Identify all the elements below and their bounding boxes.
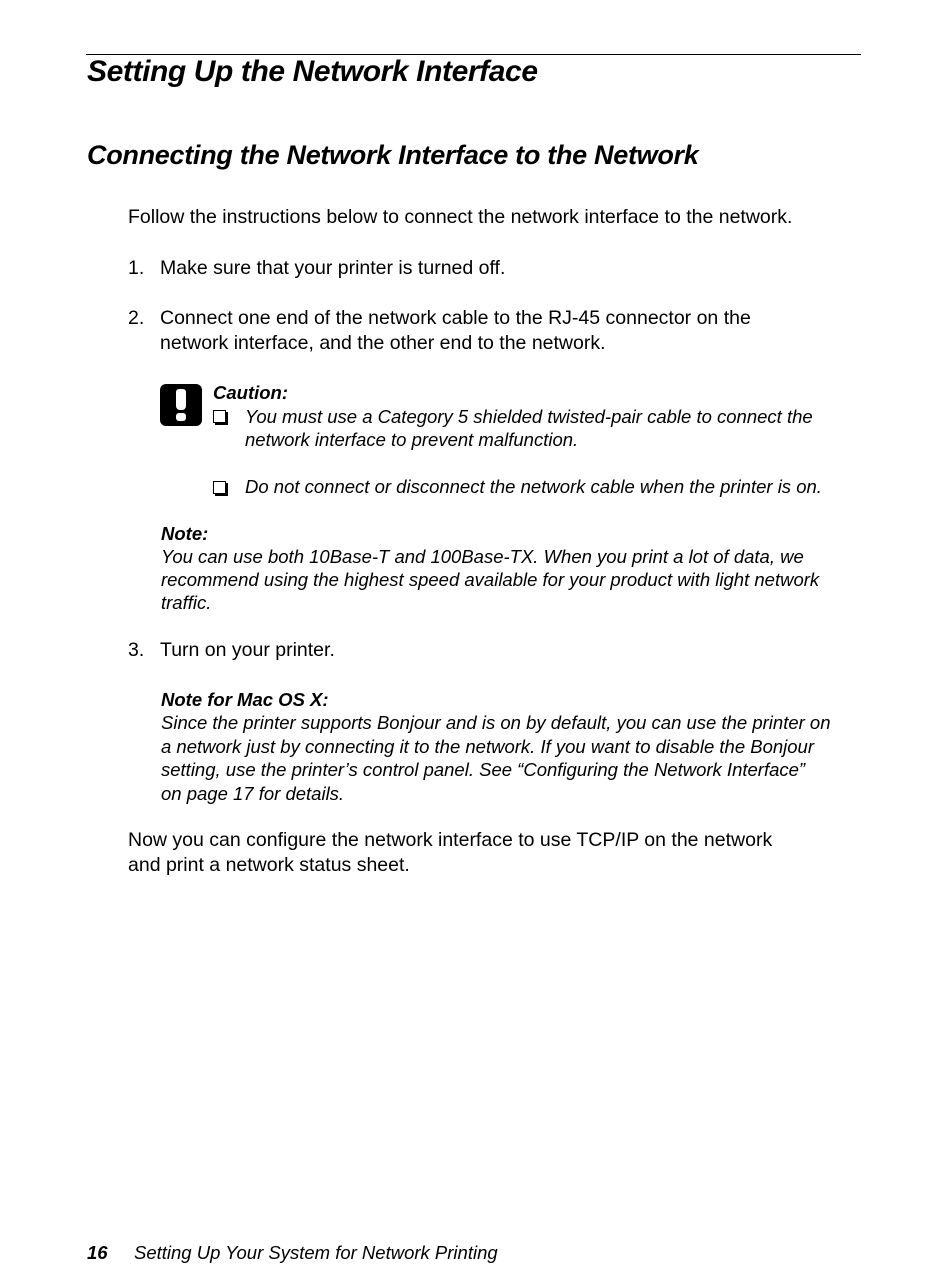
footer-title: Setting Up Your System for Network Printing	[134, 1242, 498, 1263]
step-text-line-1: Connect one end of the network cable to the RJ-45 connector on the	[160, 307, 751, 329]
note-mac-line-4: on page 17 for details.	[161, 783, 345, 804]
note-mac-line-3: setting, use the printer’s control panel. See “Configuring the Network Interface”	[161, 759, 806, 780]
caution-item-2-line-1: Do not connect or disconnect the network cable when the printer is on.	[245, 476, 822, 497]
step-number: 1.	[128, 257, 145, 279]
note-line-1: You can use both 10Base-T and 100Base-TX. When you print a lot of data, we	[161, 546, 804, 567]
intro-paragraph: Follow the instructions below to connect the network interface to the network.	[128, 206, 793, 228]
step-number: 3.	[128, 639, 145, 661]
step-text: Make sure that your printer is turned off.	[160, 257, 506, 279]
step-text: Turn on your printer.	[160, 639, 335, 661]
caution-item-1-line-1: You must use a Category 5 shielded twisted-pair cable to connect the	[245, 406, 813, 427]
note-line-2: recommend using the highest speed available for your product with light network	[161, 569, 820, 590]
note-line-3: traffic.	[161, 592, 212, 613]
note-mac-line-2: a network just by connecting it to the network. If you want to disable the Bonjour	[161, 736, 815, 757]
closing-line-2: and print a network status sheet.	[128, 854, 410, 876]
note-title: Note:	[161, 523, 209, 544]
checkbox-bullet-icon	[213, 410, 226, 423]
step-number: 2.	[128, 307, 145, 329]
section-title: Connecting the Network Interface to the Network	[87, 140, 699, 170]
checkbox-bullet-icon	[213, 481, 226, 494]
chapter-title: Setting Up the Network Interface	[87, 55, 538, 88]
page-number: 16	[87, 1242, 108, 1263]
caution-title: Caution:	[213, 382, 289, 403]
step-text-line-2: network interface, and the other end to the network.	[160, 332, 606, 354]
caution-exclamation-icon	[160, 384, 202, 426]
caution-item-1-line-2: network interface to prevent malfunction.	[245, 429, 579, 450]
closing-line-1: Now you can configure the network interface to use TCP/IP on the network	[128, 829, 773, 851]
note-mac-title: Note for Mac OS X:	[161, 689, 329, 710]
note-mac-line-1: Since the printer supports Bonjour and is on by default, you can use the printer on	[161, 712, 831, 733]
